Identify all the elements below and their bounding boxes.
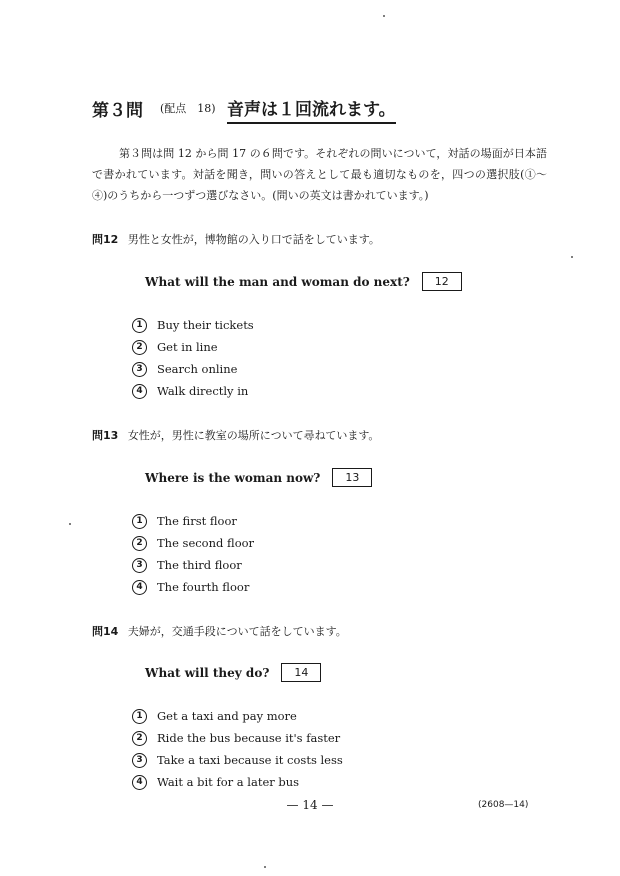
choice-text: Search online bbox=[157, 362, 238, 376]
question-13-prompt-text: Where is the woman now? bbox=[145, 470, 321, 485]
question-12-prompt-text: What will the man and woman do next? bbox=[145, 274, 410, 289]
choice-item bbox=[132, 380, 254, 402]
page-number: — 14 — bbox=[286, 798, 334, 812]
question-14-scene: 夫婦が，交通手段について話をしています。 bbox=[127, 625, 347, 638]
question-14-header bbox=[92, 623, 347, 639]
question-13-header bbox=[92, 427, 379, 443]
scan-speck bbox=[571, 256, 573, 258]
section-number: 第３問 bbox=[92, 101, 143, 121]
circled-number-icon: 3 bbox=[132, 558, 147, 573]
choice-item bbox=[132, 510, 254, 532]
question-12-header bbox=[92, 231, 380, 247]
choice-text: The third floor bbox=[157, 558, 242, 572]
audio-note: 音声は１回流れます。 bbox=[227, 95, 396, 124]
choice-item bbox=[132, 554, 254, 576]
circled-number-icon: 3 bbox=[132, 362, 147, 377]
choice-text: The fourth floor bbox=[157, 580, 250, 594]
circled-number-icon: 1 bbox=[132, 709, 147, 724]
circled-number-icon: 4 bbox=[132, 384, 147, 399]
section-points: (配点 18) bbox=[160, 102, 216, 115]
circled-number-icon: 1 bbox=[132, 318, 147, 333]
circled-number-icon: 2 bbox=[132, 536, 147, 551]
circled-number-icon: 3 bbox=[132, 753, 147, 768]
question-12-prompt bbox=[145, 272, 462, 291]
choice-text: The second floor bbox=[157, 536, 255, 550]
answer-box-12: 12 bbox=[422, 272, 462, 291]
question-14-prompt bbox=[145, 663, 321, 682]
choice-text: Buy their tickets bbox=[157, 318, 254, 332]
question-12-choices bbox=[132, 314, 254, 402]
choice-item bbox=[132, 705, 343, 727]
question-12-scene: 男性と女性が，博物館の入り口で話をしています。 bbox=[127, 233, 380, 246]
choice-text: Take a taxi because it costs less bbox=[157, 753, 343, 767]
scan-speck bbox=[264, 866, 266, 868]
question-13-choices bbox=[132, 510, 254, 598]
choice-text: Walk directly in bbox=[157, 384, 249, 398]
circled-number-icon: 2 bbox=[132, 340, 147, 355]
answer-box-14: 14 bbox=[281, 663, 321, 682]
instructions: 第３問は問 12 から問 17 の６問です。それぞれの問いについて，対話の場面が日本語で書かれています。対話を聞き，問いの答えとして最も適切なものを，四つの選択肢(①～④)のうちから一つずつ選びなさい。(問いの英文は書かれています。) bbox=[92, 147, 547, 202]
question-12-label: 問12 bbox=[92, 233, 119, 246]
choice-item bbox=[132, 727, 343, 749]
scan-speck bbox=[383, 15, 385, 17]
circled-number-icon: 1 bbox=[132, 514, 147, 529]
choice-text: Ride the bus because it's faster bbox=[157, 731, 341, 745]
question-13-scene: 女性が，男性に教室の場所について尋ねています。 bbox=[127, 429, 380, 442]
choice-item bbox=[132, 336, 254, 358]
choice-text: Get a taxi and pay more bbox=[157, 709, 297, 723]
circled-number-icon: 2 bbox=[132, 731, 147, 746]
choice-item bbox=[132, 576, 254, 598]
choice-text: Get in line bbox=[157, 340, 218, 354]
question-14-choices bbox=[132, 705, 343, 793]
choice-item bbox=[132, 771, 343, 793]
circled-number-icon: 4 bbox=[132, 775, 147, 790]
answer-box-13: 13 bbox=[332, 468, 372, 487]
choice-item bbox=[132, 314, 254, 336]
choice-text: The first floor bbox=[157, 514, 237, 528]
question-14-prompt-text: What will they do? bbox=[145, 665, 270, 680]
choice-item bbox=[132, 532, 254, 554]
question-13-label: 問13 bbox=[92, 429, 119, 442]
choice-item bbox=[132, 358, 254, 380]
question-13-prompt bbox=[145, 468, 372, 487]
choice-text: Wait a bit for a later bus bbox=[157, 775, 300, 789]
scan-speck bbox=[69, 523, 71, 525]
choice-item bbox=[132, 749, 343, 771]
page-code: (2608—14) bbox=[478, 800, 529, 810]
circled-number-icon: 4 bbox=[132, 580, 147, 595]
question-14-label: 問14 bbox=[92, 625, 119, 638]
